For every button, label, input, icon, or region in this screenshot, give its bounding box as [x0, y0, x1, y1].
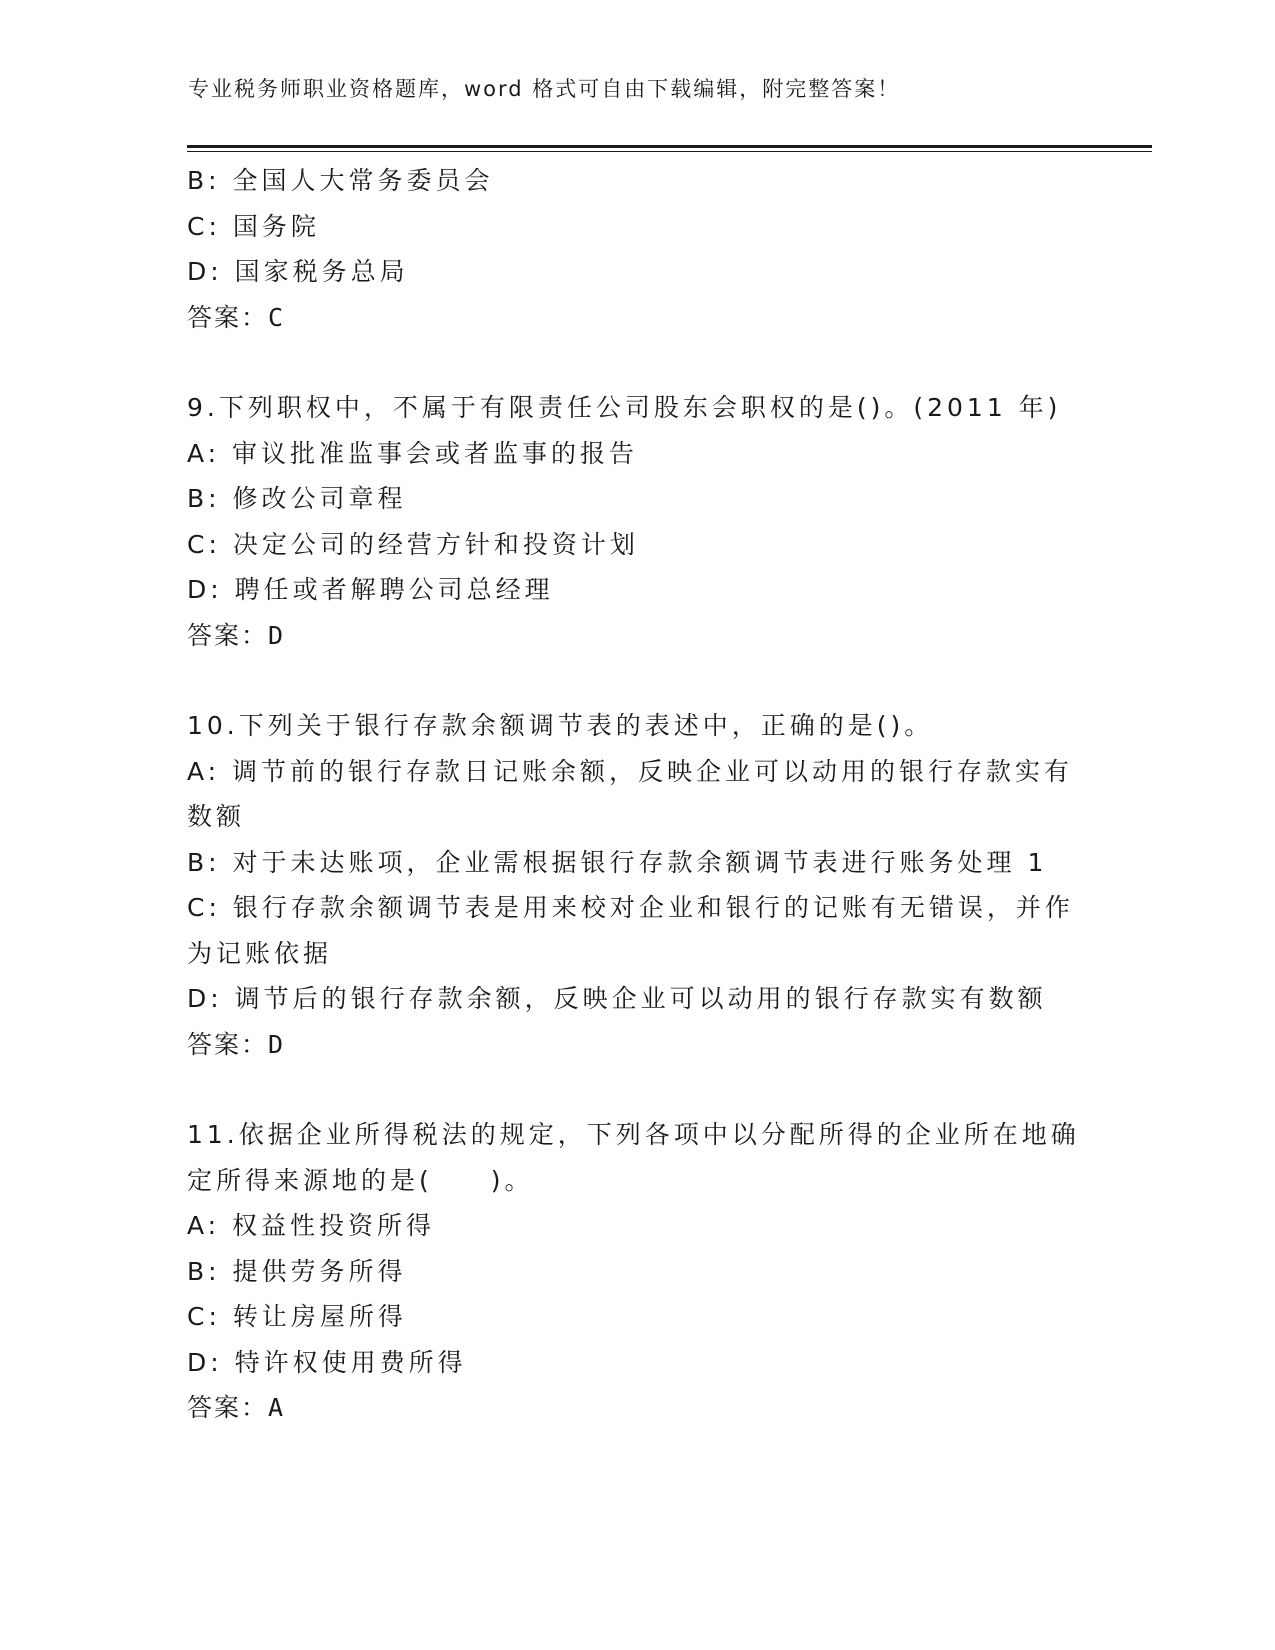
question-stem: 11.依据企业所得税法的规定，下列各项中以分配所得的企业所在地确定所得来源地的是( )。 [187, 1120, 1080, 1195]
question-block-9 [187, 385, 1087, 658]
answer-value: D [268, 1029, 286, 1059]
question-block-10 [187, 703, 1087, 1067]
header-divider-thin [187, 151, 1152, 152]
question-block-11 [187, 1112, 1087, 1431]
option-c: C: 决定公司的经营方针和投资计划 [187, 529, 639, 559]
answer-value: C [268, 302, 286, 332]
answer-line [187, 1385, 1087, 1431]
answer-value: D [268, 620, 286, 650]
option-a: A: 权益性投资所得 [187, 1211, 436, 1240]
question-content [187, 158, 1087, 1431]
option-a: A: 审议批准监事会或者监事的报告 [187, 438, 639, 468]
question-stem: 9.下列职权中，不属于有限责任公司股东会职权的是()。(2011 年) [187, 393, 1062, 422]
answer-line [187, 613, 1087, 659]
question-block-8 [187, 158, 1087, 340]
answer-value: A [268, 1393, 286, 1422]
option-b: B: 提供劳务所得 [187, 1256, 407, 1286]
answer-line [187, 1022, 1087, 1068]
option-d: D: 调节后的银行存款余额，反映企业可以动用的银行存款实有数额 [187, 984, 1047, 1013]
option-c: C: 国务院 [187, 211, 320, 241]
spacer [187, 1067, 1087, 1112]
option-b: B: 修改公司章程 [187, 484, 407, 513]
header-divider-thick [187, 145, 1152, 148]
option-d: D: 国家税务总局 [187, 257, 409, 286]
option-c: C: 转让房屋所得 [187, 1302, 407, 1331]
answer-label: 答案： [187, 1029, 269, 1059]
option-a: A: 调节前的银行存款日记账余额，反映企业可以动用的银行存款实有数额 [187, 756, 1074, 831]
answer-label: 答案： [187, 302, 269, 332]
answer-line [187, 295, 1087, 341]
answer-label: 答案： [187, 1393, 269, 1422]
question-stem: 10.下列关于银行存款余额调节表的表述中，正确的是()。 [187, 711, 934, 740]
option-d: D: 聘任或者解聘公司总经理 [187, 575, 554, 604]
spacer [187, 658, 1087, 703]
option-c: C: 银行存款余额调节表是用来校对企业和银行的记账有无错误，并作为记账依据 [187, 893, 1074, 968]
answer-label: 答案： [187, 620, 269, 650]
header-text: 专业税务师职业资格题库，word 格式可自由下载编辑，附完整答案！ [188, 77, 901, 101]
option-b: B: 全国人大常务委员会 [187, 166, 494, 195]
option-b: B: 对于未达账项，企业需根据银行存款余额调节表进行账务处理 1 [187, 847, 1048, 877]
spacer [187, 340, 1087, 385]
option-d: D: 特许权使用费所得 [187, 1347, 467, 1377]
